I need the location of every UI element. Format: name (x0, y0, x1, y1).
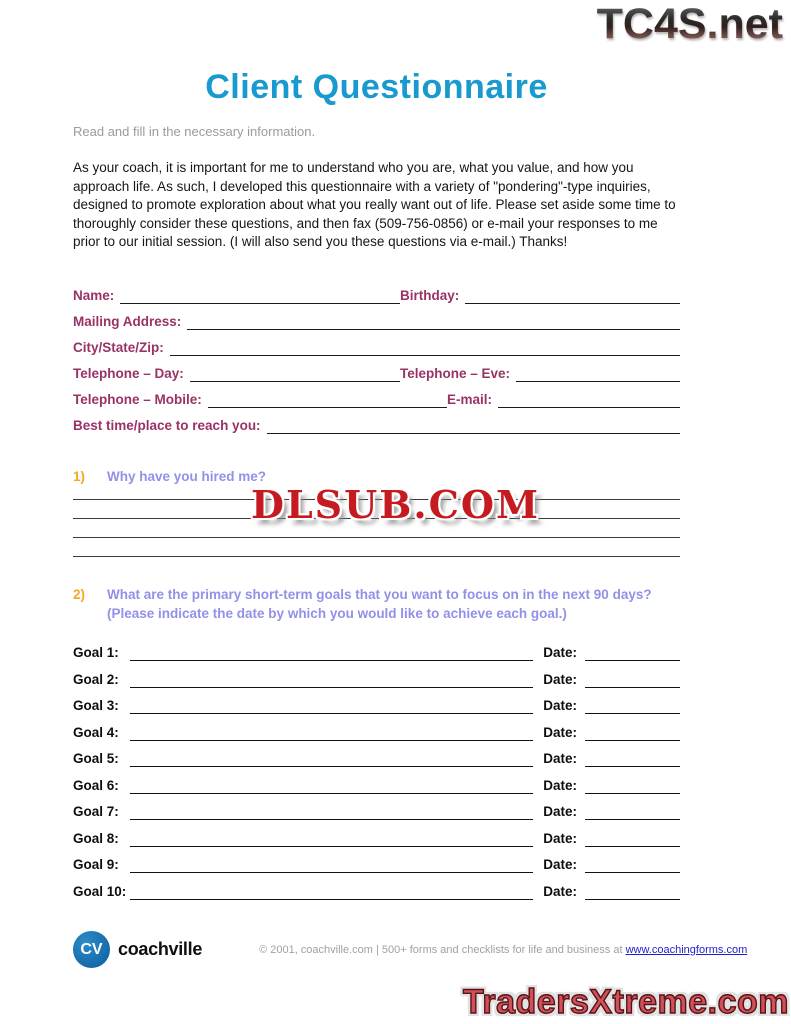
date-write-line (585, 661, 680, 688)
mailing-address-write-line (187, 304, 680, 330)
goal-5-write-line (130, 741, 533, 768)
goal-9-label: Goal 9: (73, 857, 119, 873)
contact-row-telephone-mobile-email (73, 382, 680, 408)
telephone-mobile-field (73, 382, 447, 408)
city-state-zip-label: City/State/Zip: (73, 339, 164, 355)
answer-line (73, 538, 680, 557)
goal-row-3 (73, 688, 680, 715)
date-label: Date: (543, 751, 577, 767)
contact-row-telephone-day-eve (73, 356, 680, 382)
telephone-eve-write-line (516, 356, 680, 382)
email-label: E-mail: (447, 391, 493, 407)
copyright-prefix: © 2001, coachville.com | 500+ forms and checklists for life and business at (259, 943, 626, 956)
goal-1-write-line (130, 635, 533, 662)
name-label: Name: (73, 287, 115, 303)
email-write-line (498, 382, 680, 408)
city-state-zip-write-line (170, 330, 680, 356)
goal-row-8 (73, 820, 680, 847)
contact-fields-section (73, 278, 680, 434)
birthday-label: Birthday: (400, 287, 460, 303)
goal-row-9 (73, 847, 680, 874)
email-field (447, 382, 680, 408)
goal-row-5 (73, 741, 680, 768)
date-label: Date: (543, 804, 577, 820)
goal-row-10 (73, 873, 680, 900)
birthday-write-line (465, 278, 680, 304)
date-label: Date: (543, 645, 577, 661)
goal-row-7 (73, 794, 680, 821)
date-write-line (585, 767, 680, 794)
date-label: Date: (543, 724, 577, 740)
goal-row-2 (73, 661, 680, 688)
form-content (73, 0, 680, 900)
goal-6-write-line (130, 767, 533, 794)
date-label: Date: (543, 883, 577, 899)
question-2-number: 2) (73, 586, 86, 602)
telephone-day-write-line (190, 356, 400, 382)
goal-row-6 (73, 767, 680, 794)
best-time-label: Best time/place to reach you: (73, 417, 261, 433)
goal-row-1 (73, 635, 680, 662)
tc4s-watermark: TC4S.net (596, 0, 783, 48)
coachville-logo-icon: CV (73, 931, 110, 968)
question-2 (73, 585, 680, 623)
goal-8-write-line (130, 820, 533, 847)
date-write-line (585, 741, 680, 768)
date-write-line (585, 873, 680, 900)
question-1-text: Why have you hired me? (107, 468, 267, 484)
city-state-zip-field (73, 330, 680, 356)
birthday-field (400, 278, 680, 304)
contact-row-best-time (73, 408, 680, 434)
telephone-eve-field (400, 356, 680, 382)
goal-1-label: Goal 1: (73, 645, 119, 661)
date-write-line (585, 688, 680, 715)
date-label: Date: (543, 857, 577, 873)
tradersxtreme-watermark: TradersXtreme.com (463, 983, 789, 1021)
question-1-number: 1) (73, 468, 86, 484)
goal-4-label: Goal 4: (73, 724, 119, 740)
date-write-line (585, 820, 680, 847)
dlsub-watermark: DLSUB.COM (250, 482, 541, 527)
page-title: Client Questionnaire (205, 68, 548, 106)
goals-section (73, 635, 680, 900)
coachville-logo-text: coachville (118, 939, 203, 959)
date-write-line (585, 635, 680, 662)
date-label: Date: (543, 671, 577, 687)
instruction-text: Read and fill in the necessary information. (73, 124, 316, 139)
best-time-write-line (267, 408, 680, 434)
contact-row-city-state-zip (73, 330, 680, 356)
coachingforms-link[interactable]: www.coachingforms.com (625, 943, 748, 956)
goal-3-write-line (130, 688, 533, 715)
telephone-mobile-label: Telephone – Mobile: (73, 391, 202, 407)
name-write-line (120, 278, 400, 304)
telephone-eve-label: Telephone – Eve: (400, 365, 511, 381)
goal-row-4 (73, 714, 680, 741)
date-write-line (585, 847, 680, 874)
date-write-line (585, 794, 680, 821)
goal-5-label: Goal 5: (73, 751, 119, 767)
contact-row-name-birthday (73, 278, 680, 304)
intro-paragraph: As your coach, it is important for me to understand who you are, what you value, and how you approach life. As such, I developed this questionnaire with a variety of "pondering"-type inquiries, designed to promote exploration about what you really want out of life. Please set aside some time to thoroughly consider these questions, and then fax (509-756-0856) or e-mail your responses to me prior to our initial session. (I will also send you these questions via e-mail.) Thanks! (73, 160, 676, 250)
question-2-text (107, 585, 652, 623)
goal-3-label: Goal 3: (73, 698, 119, 714)
goal-2-label: Goal 2: (73, 671, 119, 687)
goal-6-label: Goal 6: (73, 777, 119, 793)
goal-7-write-line (130, 794, 533, 821)
name-field (73, 278, 400, 304)
question-2-subtext: (Please indicate the date by which you would like to achieve each goal.) (107, 605, 567, 621)
goal-8-label: Goal 8: (73, 830, 119, 846)
telephone-day-field (73, 356, 400, 382)
mailing-address-label: Mailing Address: (73, 313, 182, 329)
date-write-line (585, 714, 680, 741)
goal-10-label: Goal 10: (73, 883, 127, 899)
goal-10-write-line (130, 873, 533, 900)
date-label: Date: (543, 777, 577, 793)
goal-4-write-line (130, 714, 533, 741)
telephone-day-label: Telephone – Day: (73, 365, 184, 381)
date-label: Date: (543, 698, 577, 714)
question-2-main: What are the primary short-term goals that you want to focus on in the next 90 days? (107, 586, 652, 602)
goal-2-write-line (130, 661, 533, 688)
mailing-address-field (73, 304, 680, 330)
contact-row-mailing-address (73, 304, 680, 330)
date-label: Date: (543, 830, 577, 846)
goal-7-label: Goal 7: (73, 804, 119, 820)
copyright-text (259, 944, 747, 956)
footer (73, 931, 748, 968)
goal-9-write-line (130, 847, 533, 874)
best-time-field (73, 408, 680, 434)
telephone-mobile-write-line (208, 382, 447, 408)
